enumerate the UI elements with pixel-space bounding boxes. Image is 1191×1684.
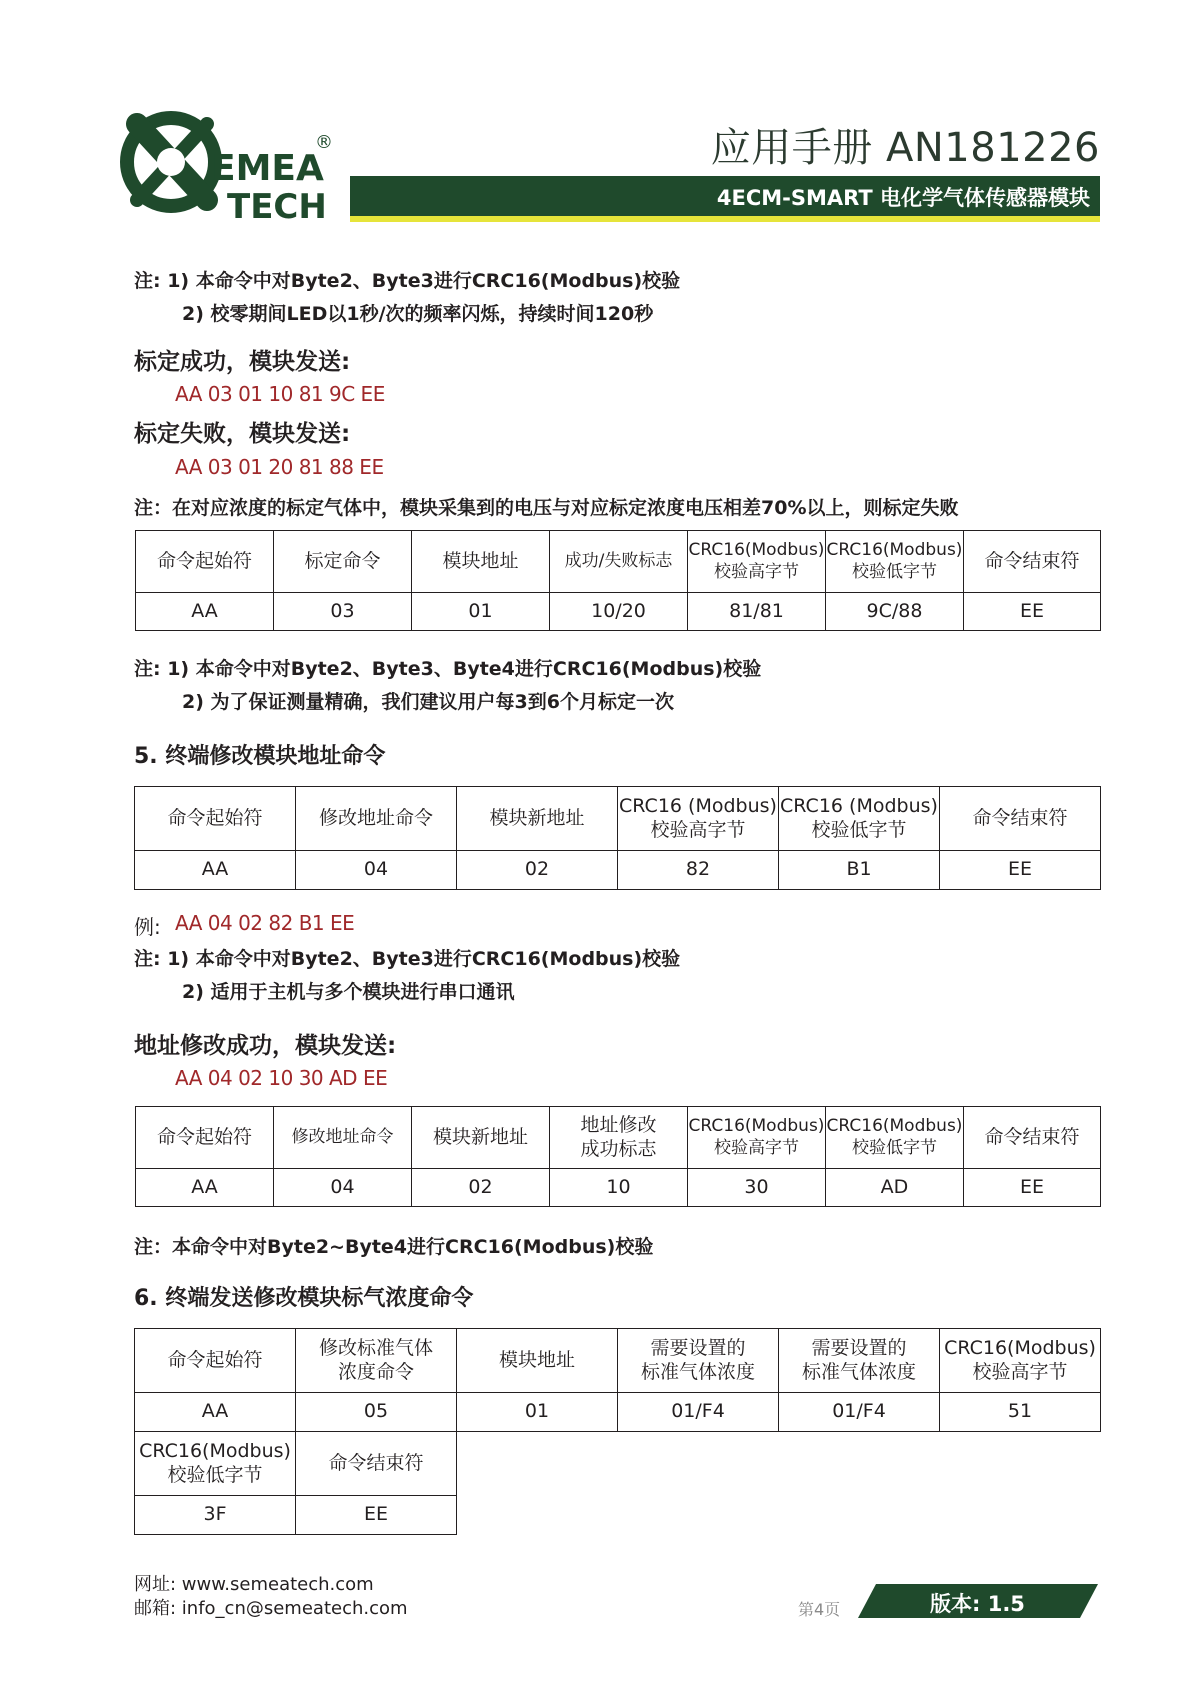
table2-header-crc-high: CRC16 (Modbus) 校验高字节 [618,787,779,851]
table4-header-command: 修改标准气体 浓度命令 [296,1329,457,1393]
example-hex: AA 04 02 82 B1 EE [175,911,355,935]
table5-header-end: 命令结束符 [296,1432,457,1496]
table4-cell: 01 [457,1393,618,1432]
table1-cell: 01 [412,593,550,631]
table3-cell: AD [826,1169,964,1207]
table1-cell: 10/20 [550,593,688,631]
cal-success-heading: 标定成功，模块发送: [134,349,351,375]
cal-fail-heading: 标定失败，模块发送: [134,421,351,447]
table2-header-start: 命令起始符 [135,787,296,851]
table3-cell: AA [136,1169,274,1207]
logo-text-emea: EMEA [211,148,324,189]
note2-line1: 注: 1) 本命令中对Byte2、Byte3、Byte4进行CRC16(Modbus)校验 [134,658,762,680]
table4-cell: 01/F4 [779,1393,940,1432]
section5-title: 5. 终端修改模块地址命令 [134,744,386,769]
address-success-table [135,1106,1101,1207]
table3-header-end: 命令结束符 [964,1107,1101,1169]
note-calibration: 注：在对应浓度的标定气体中，模块采集到的电压与对应标定浓度电压相差70%以上，则标定失败 [134,497,959,519]
table5-header-crc-low: CRC16(Modbus) 校验低字节 [135,1432,296,1496]
example-label: 例: [134,915,161,939]
table2-cell: 04 [296,851,457,890]
table4-header-crc-high: CRC16(Modbus) 校验高字节 [940,1329,1101,1393]
table1-header-start: 命令起始符 [136,531,274,593]
table5-cell: 3F [135,1496,296,1535]
table1-header-end: 命令结束符 [964,531,1101,593]
modify-address-table [134,786,1101,890]
table4-header-address: 模块地址 [457,1329,618,1393]
table2-cell: AA [135,851,296,890]
table2-cell: B1 [779,851,940,890]
table3-header-success-flag: 地址修改 成功标志 [550,1107,688,1169]
table3-cell: 10 [550,1169,688,1207]
note3-line2: 2) 适用于主机与多个模块进行串口通讯 [182,981,515,1003]
table1-header-address: 模块地址 [412,531,550,593]
banner-text: 4ECM-SMART 电化学气体传感器模块 [716,186,1090,210]
version-text: 版本: 1.5 [930,1592,1025,1616]
table1-header-flag: 成功/失败标志 [550,531,688,593]
table1-header-crc-low: CRC16(Modbus) 校验低字节 [826,531,964,593]
table2-header-crc-low: CRC16 (Modbus) 校验低字节 [779,787,940,851]
header-banner [350,176,1100,222]
table2-cell: EE [940,851,1101,890]
table4-cell: 01/F4 [618,1393,779,1432]
note3-line1: 注: 1) 本命令中对Byte2、Byte3进行CRC16(Modbus)校验 [134,948,681,970]
table2-header-new-address: 模块新地址 [457,787,618,851]
note2-line2: 2) 为了保证测量精确，我们建议用户每3到6个月标定一次 [182,691,674,713]
table1-cell: AA [136,593,274,631]
calibration-response-table [135,530,1101,631]
table4-header-start: 命令起始符 [135,1329,296,1393]
cal-success-hex: AA 03 01 10 81 9C EE [175,382,385,406]
table4-cell: AA [135,1393,296,1432]
table3-header-command: 修改地址命令 [274,1107,412,1169]
addr-success-heading: 地址修改成功，模块发送: [134,1033,397,1059]
table1-header-crc-high: CRC16(Modbus) 校验高字节 [688,531,826,593]
table4-header-concentration-high: 需要设置的 标准气体浓度 [618,1329,779,1393]
footer-email: 邮箱: info_cn@semeatech.com [134,1598,408,1619]
table1-cell: 03 [274,593,412,631]
page-number: 第4页 [798,1600,841,1619]
table1-header-command: 标定命令 [274,531,412,593]
table2-header-command: 修改地址命令 [296,787,457,851]
table3-cell: 04 [274,1169,412,1207]
logo-text-tech: TECH [227,187,327,227]
registered-mark: ® [315,132,333,153]
table5-cell: EE [296,1496,457,1535]
note1-line2: 2) 校零期间LED以1秒/次的频率闪烁，持续时间120秒 [182,303,654,325]
table4-cell: 51 [940,1393,1101,1432]
modify-gas-concentration-table-cont [134,1431,457,1535]
table3-header-crc-low: CRC16(Modbus) 校验低字节 [826,1107,964,1169]
document-title: 应用手册 AN181226 [710,125,1100,171]
table1-cell: 9C/88 [826,593,964,631]
cal-fail-hex: AA 03 01 20 81 88 EE [175,455,384,479]
table3-header-crc-high: CRC16(Modbus) 校验高字节 [688,1107,826,1169]
semeatech-logo [115,104,360,232]
table4-cell: 05 [296,1393,457,1432]
table3-header-start: 命令起始符 [136,1107,274,1169]
table2-cell: 02 [457,851,618,890]
table1-cell: EE [964,593,1101,631]
table2-cell: 82 [618,851,779,890]
addr-success-hex: AA 04 02 10 30 AD EE [175,1066,388,1090]
footer-website: 网址: www.semeatech.com [134,1574,374,1595]
note4: 注：本命令中对Byte2~Byte4进行CRC16(Modbus)校验 [134,1236,654,1258]
table1-cell: 81/81 [688,593,826,631]
table2-header-end: 命令结束符 [940,787,1101,851]
table4-header-concentration-low: 需要设置的 标准气体浓度 [779,1329,940,1393]
modify-gas-concentration-table [134,1328,1101,1432]
table3-cell: 02 [412,1169,550,1207]
table3-cell: 30 [688,1169,826,1207]
table3-cell: EE [964,1169,1101,1207]
section6-title: 6. 终端发送修改模块标气浓度命令 [134,1286,474,1311]
note1-line1: 注: 1) 本命令中对Byte2、Byte3进行CRC16(Modbus)校验 [134,270,681,292]
table3-header-new-address: 模块新地址 [412,1107,550,1169]
